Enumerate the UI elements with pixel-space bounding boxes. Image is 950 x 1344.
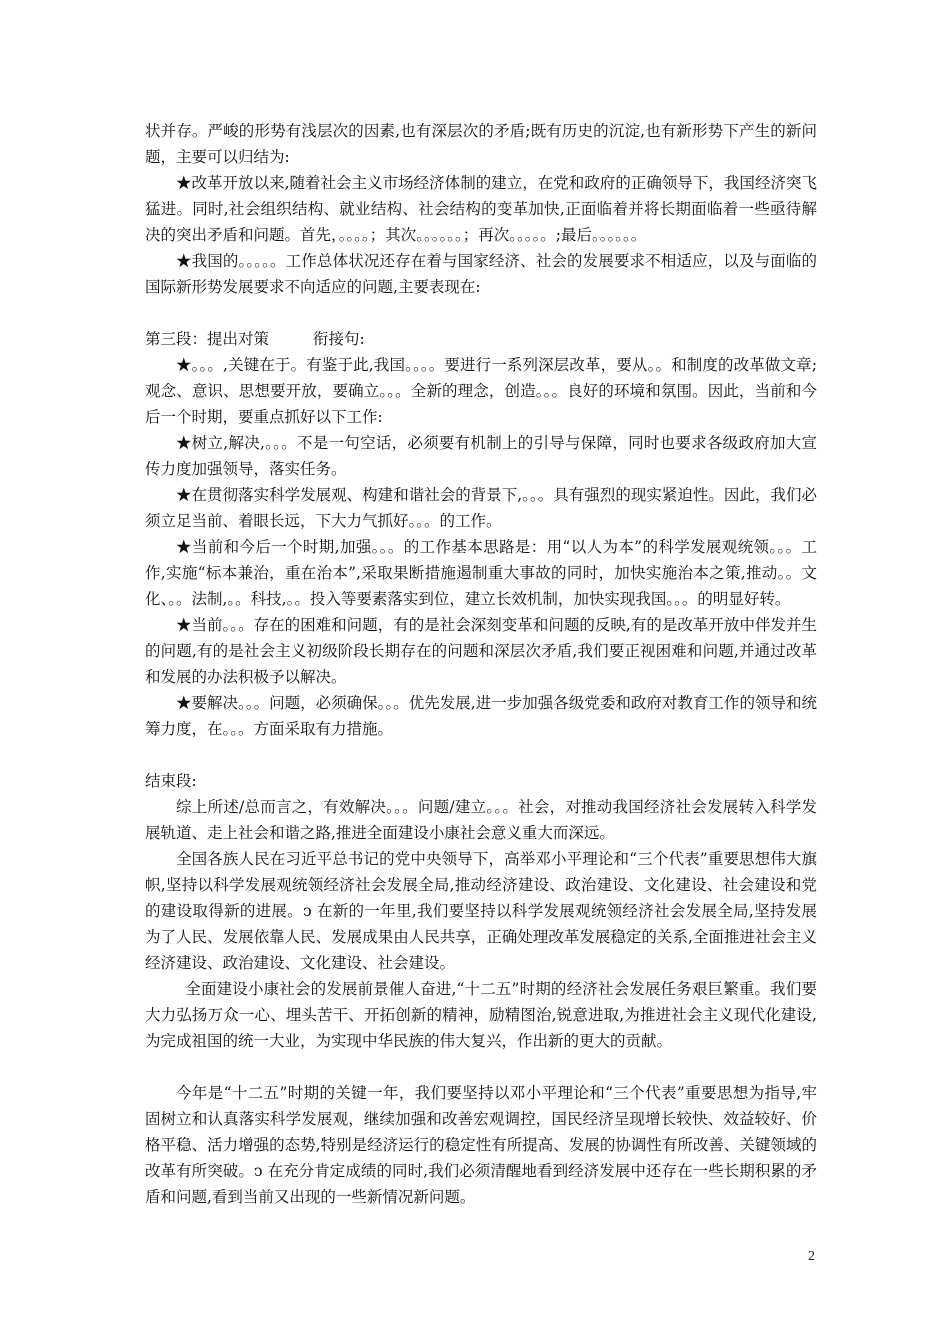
paragraph-key-reform: ★。。。,关键在于。有鉴于此,我国。。。。要进行一系列深层改革，要从。。和制度的改革做文章;观念、意识、思想要开放，要确立。。。全新的理念，创造。。。良好的环境和氛围。因此，当前和今后一个时期，要重点抓好以下工作: — [145, 356, 817, 426]
paragraph-work-status: ★我国的。。。。。工作总体状况还存在着与国家经济、社会的发展要求不相适应，以及与面临的国际新形势发展要求不向适应的问题,主要表现在: — [145, 252, 817, 296]
document-body — [145, 118, 817, 1210]
page-number: 2 — [808, 1249, 815, 1264]
paragraph-reform-opening: ★改革开放以来,随着社会主义市场经济体制的建立，在党和政府的正确领导下，我国经济突飞猛进。同时,社会组织结构、就业结构、社会结构的变革加快,正面临着并将长期面临着一些亟待解决的突出矛盾和问题。首先，。。。。；其次。。。。。。；再次。。。。。;最后。。。。。。 — [145, 174, 817, 244]
section-heading-label: 第三段：提出对策 — [145, 330, 270, 348]
paragraph-xiaokang-outlook: 全面建设小康社会的发展前景催人奋进,“十二五”时期的经济社会发展任务艰巨繁重。我们要大力弘扬万众一心、埋头苦干、开拓创新的精神，励精图治,锐意进取,为推进社会主义现代化建设,为完成祖国的统一大业，为实现中华民族的伟大复兴，作出新的更大的贡献。 — [145, 980, 817, 1050]
section-heading-countermeasures — [145, 326, 817, 352]
paragraph-scientific-development: ★在贯彻落实科学发展观、构建和谐社会的背景下,。。。具有强烈的现实紧迫性。因此，我们必须立足当前、着眼长远，下大力气抓好。。。的工作。 — [145, 486, 817, 530]
section-heading-conclusion: 结束段: — [145, 772, 197, 790]
paragraph-priority-development: ★要解决。。。问题，必须确保。。。优先发展,进一步加强各级党委和政府对教育工作的领导和统筹力度，在。。。方面采取有力措施。 — [145, 694, 817, 738]
paragraph-summary: 综上所述/总而言之，有效解决。。。问题/建立。。。社会，对推动我国经济社会发展转入科学发展轨道、走上社会和谐之路,推进全面建设小康社会意义重大而深远。 — [145, 798, 817, 842]
paragraph-establish-solve: ★树立,解决,。。。不是一句空话，必须要有机制上的引导与保障，同时也要求各级政府加大宣传力度加强领导，落实任务。 — [145, 434, 817, 478]
paragraph-basic-approach: ★当前和今后一个时期,加强。。。的工作基本思路是：用“以人为本”的科学发展观统领。。。工作,实施“标本兼治，重在治本”,采取果断措施遏制重大事故的同时，加快实施治本之策,推动。。文化、。。法制,。。科技,。。投入等要素落实到位，建立长效机制，加快实现我国。。。的明显好转。 — [145, 538, 817, 608]
paragraph-national-unity: 全国各族人民在习近平总书记的党中央领导下，高举邓小平理论和“三个代表”重要思想伟大旗帜,坚持以科学发展观统领经济社会发展全局,推动经济建设、政治建设、文化建设、社会建设和党的建设取得新的进展。ↄ 在新的一年里,我们要坚持以科学发展观统领经济社会发展全局,坚持发展为了人民、发展依靠人民、发展成果由人民共享，正确处理改革发展稳定的关系,全面推进社会主义经济建设、政治建设、文化建设、社会建设。 — [145, 850, 817, 972]
paragraph-gap — [145, 1054, 817, 1080]
paragraph-gap — [145, 742, 817, 768]
paragraph-difficulties: ★当前。。。存在的困难和问题，有的是社会深刻变革和问题的反映,有的是改革开放中伴发并生的问题,有的是社会主义初级阶段长期存在的问题和深层次矛盾,我们要正视困难和问题,并通过改革和发展的办法积极予以解决。 — [145, 616, 817, 686]
paragraph-situation: 状并存。严峻的形势有浅层次的因素,也有深层次的矛盾;既有历史的沉淀,也有新形势下产生的新问题，主要可以归结为: — [145, 122, 817, 166]
paragraph-key-year: 今年是“十二五”时期的关键一年，我们要坚持以邓小平理论和“三个代表”重要思想为指导,牢固树立和认真落实科学发展观，继续加强和改善宏观调控，国民经济呈现增长较快、效益较好、价格平稳、活力增强的态势,特别是经济运行的稳定性有所提高、发展的协调性有所改善、关键领域的改革有所突破。ↄ 在充分肯定成绩的同时,我们必须清醒地看到经济发展中还存在一些长期积累的矛盾和问题,看到当前又出现的一些新情况新问题。 — [145, 1084, 817, 1206]
paragraph-gap — [145, 300, 817, 326]
section-heading-tail: 衔接句: — [313, 330, 365, 348]
